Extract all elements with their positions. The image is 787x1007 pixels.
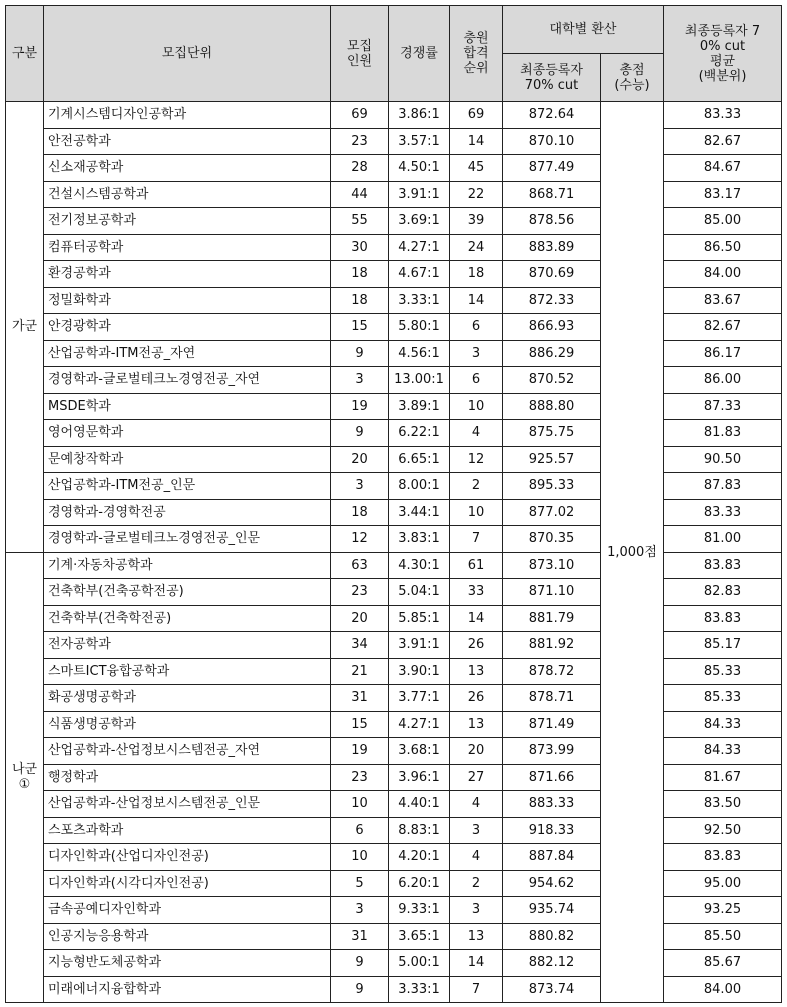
average-percentile-cell: 83.67: [664, 287, 782, 314]
cut-score-cell: 886.29: [503, 340, 601, 367]
quota-cell: 23: [331, 128, 389, 155]
average-percentile-cell: 83.17: [664, 181, 782, 208]
table-row: [6, 393, 782, 420]
rank-cell: 26: [450, 632, 503, 659]
unit-name: 산업공학과-ITM전공_인문: [44, 473, 331, 500]
cut-score-cell: 868.71: [503, 181, 601, 208]
quota-cell: 9: [331, 950, 389, 977]
table-row: [6, 261, 782, 288]
cut-score-cell: 887.84: [503, 844, 601, 871]
average-percentile-cell: 83.33: [664, 102, 782, 129]
quota-cell: 18: [331, 499, 389, 526]
header-conversion-total: 총점 (수능): [601, 54, 664, 102]
cut-score-cell: 878.71: [503, 685, 601, 712]
rank-cell: 45: [450, 155, 503, 182]
ratio-cell: 3.83:1: [389, 526, 450, 553]
rank-cell: 6: [450, 314, 503, 341]
table-row: [6, 764, 782, 791]
rank-cell: 14: [450, 287, 503, 314]
rank-cell: 18: [450, 261, 503, 288]
quota-cell: 6: [331, 817, 389, 844]
header-rank: 충원 합격 순위: [450, 6, 503, 102]
unit-name: 디자인학과(산업디자인전공): [44, 844, 331, 871]
quota-cell: 21: [331, 658, 389, 685]
quota-cell: 19: [331, 393, 389, 420]
average-percentile-cell: 84.00: [664, 976, 782, 1003]
ratio-cell: 3.33:1: [389, 976, 450, 1003]
average-percentile-cell: 85.00: [664, 208, 782, 235]
average-percentile-cell: 82.67: [664, 314, 782, 341]
cut-score-cell: 935.74: [503, 897, 601, 924]
cut-score-cell: 875.75: [503, 420, 601, 447]
table-row: [6, 844, 782, 871]
ratio-cell: 4.30:1: [389, 552, 450, 579]
unit-name: 전자공학과: [44, 632, 331, 659]
cut-score-cell: 883.89: [503, 234, 601, 261]
unit-name: 건축학부(건축공학전공): [44, 579, 331, 606]
ratio-cell: 3.57:1: [389, 128, 450, 155]
ratio-cell: 5.00:1: [389, 950, 450, 977]
cut-score-cell: 870.52: [503, 367, 601, 394]
ratio-cell: 4.20:1: [389, 844, 450, 871]
rank-cell: 7: [450, 526, 503, 553]
unit-name: 미래에너지융합학과: [44, 976, 331, 1003]
table-row: [6, 367, 782, 394]
average-percentile-cell: 81.00: [664, 526, 782, 553]
average-percentile-cell: 85.67: [664, 950, 782, 977]
ratio-cell: 3.90:1: [389, 658, 450, 685]
unit-name: 화공생명공학과: [44, 685, 331, 712]
unit-name: 건설시스템공학과: [44, 181, 331, 208]
unit-name: 인공지능응용학과: [44, 923, 331, 950]
ratio-cell: 6.22:1: [389, 420, 450, 447]
unit-name: 산업공학과-산업정보시스템전공_인문: [44, 791, 331, 818]
table-row: [6, 181, 782, 208]
ratio-cell: 6.20:1: [389, 870, 450, 897]
average-percentile-cell: 87.83: [664, 473, 782, 500]
rank-cell: 61: [450, 552, 503, 579]
average-percentile-cell: 84.00: [664, 261, 782, 288]
table-row: [6, 208, 782, 235]
unit-name: 기계·자동차공학과: [44, 552, 331, 579]
rank-cell: 24: [450, 234, 503, 261]
quota-cell: 30: [331, 234, 389, 261]
rank-cell: 4: [450, 420, 503, 447]
cut-score-cell: 918.33: [503, 817, 601, 844]
ratio-cell: 5.04:1: [389, 579, 450, 606]
rank-cell: 14: [450, 128, 503, 155]
table-row: [6, 499, 782, 526]
unit-name: 건축학부(건축학전공): [44, 605, 331, 632]
unit-name: 정밀화학과: [44, 287, 331, 314]
table-row: [6, 632, 782, 659]
cut-score-cell: 866.93: [503, 314, 601, 341]
table-row: [6, 897, 782, 924]
admission-results-table: [5, 5, 782, 1003]
ratio-cell: 3.65:1: [389, 923, 450, 950]
table-row: [6, 791, 782, 818]
ratio-cell: 4.50:1: [389, 155, 450, 182]
table-row: [6, 473, 782, 500]
table-row: [6, 287, 782, 314]
ratio-cell: 3.69:1: [389, 208, 450, 235]
header-quota: 모집 인원: [331, 6, 389, 102]
cut-score-cell: 870.35: [503, 526, 601, 553]
average-percentile-cell: 83.83: [664, 552, 782, 579]
average-percentile-cell: 86.17: [664, 340, 782, 367]
quota-cell: 23: [331, 579, 389, 606]
cut-score-cell: 871.66: [503, 764, 601, 791]
ratio-cell: 3.77:1: [389, 685, 450, 712]
average-percentile-cell: 85.50: [664, 923, 782, 950]
table-row: [6, 923, 782, 950]
rank-cell: 14: [450, 605, 503, 632]
table-row: [6, 526, 782, 553]
ratio-cell: 3.96:1: [389, 764, 450, 791]
rank-cell: 13: [450, 658, 503, 685]
cut-score-cell: 883.33: [503, 791, 601, 818]
table-row: [6, 817, 782, 844]
quota-cell: 44: [331, 181, 389, 208]
average-percentile-cell: 85.33: [664, 685, 782, 712]
quota-cell: 15: [331, 314, 389, 341]
average-percentile-cell: 82.83: [664, 579, 782, 606]
rank-cell: 12: [450, 446, 503, 473]
unit-name: 전기정보공학과: [44, 208, 331, 235]
quota-cell: 3: [331, 367, 389, 394]
table-row: [6, 340, 782, 367]
quota-cell: 12: [331, 526, 389, 553]
unit-name: 산업공학과-ITM전공_자연: [44, 340, 331, 367]
ratio-cell: 5.80:1: [389, 314, 450, 341]
ratio-cell: 4.27:1: [389, 234, 450, 261]
average-percentile-cell: 82.67: [664, 128, 782, 155]
average-percentile-cell: 90.50: [664, 446, 782, 473]
rank-cell: 6: [450, 367, 503, 394]
unit-name: 영어영문학과: [44, 420, 331, 447]
rank-cell: 4: [450, 844, 503, 871]
cut-score-cell: 870.69: [503, 261, 601, 288]
ratio-cell: 4.27:1: [389, 711, 450, 738]
average-percentile-cell: 81.67: [664, 764, 782, 791]
average-percentile-cell: 84.67: [664, 155, 782, 182]
table-row: [6, 738, 782, 765]
table-row: [6, 976, 782, 1003]
table-header: [6, 6, 782, 102]
quota-cell: 10: [331, 844, 389, 871]
cut-score-cell: 873.99: [503, 738, 601, 765]
unit-name: 환경공학과: [44, 261, 331, 288]
quota-cell: 55: [331, 208, 389, 235]
rank-cell: 13: [450, 923, 503, 950]
unit-name: 안전공학과: [44, 128, 331, 155]
unit-name: 안경광학과: [44, 314, 331, 341]
ratio-cell: 3.86:1: [389, 102, 450, 129]
cut-score-cell: 925.57: [503, 446, 601, 473]
average-percentile-cell: 86.00: [664, 367, 782, 394]
quota-cell: 3: [331, 897, 389, 924]
table-row: [6, 446, 782, 473]
rank-cell: 3: [450, 817, 503, 844]
average-percentile-cell: 95.00: [664, 870, 782, 897]
table-row: [6, 950, 782, 977]
quota-cell: 34: [331, 632, 389, 659]
table-row: [6, 314, 782, 341]
unit-name: 디자인학과(시각디자인전공): [44, 870, 331, 897]
quota-cell: 5: [331, 870, 389, 897]
ratio-cell: 6.65:1: [389, 446, 450, 473]
cut-score-cell: 877.02: [503, 499, 601, 526]
cut-score-cell: 870.10: [503, 128, 601, 155]
average-percentile-cell: 86.50: [664, 234, 782, 261]
average-percentile-cell: 83.83: [664, 844, 782, 871]
total-points-cell: 1,000점: [601, 102, 664, 1003]
average-percentile-cell: 83.50: [664, 791, 782, 818]
cut-score-cell: 895.33: [503, 473, 601, 500]
cut-score-cell: 878.72: [503, 658, 601, 685]
quota-cell: 63: [331, 552, 389, 579]
rank-cell: 4: [450, 791, 503, 818]
table-row: [6, 128, 782, 155]
rank-cell: 14: [450, 950, 503, 977]
header-unit: 모집단위: [44, 6, 331, 102]
unit-name: 행정학과: [44, 764, 331, 791]
average-percentile-cell: 81.83: [664, 420, 782, 447]
header-group: 구분: [6, 6, 44, 102]
average-percentile-cell: 87.33: [664, 393, 782, 420]
cut-score-cell: 880.82: [503, 923, 601, 950]
unit-name: 스마트ICT융합공학과: [44, 658, 331, 685]
ratio-cell: 3.44:1: [389, 499, 450, 526]
ratio-cell: 3.33:1: [389, 287, 450, 314]
rank-cell: 2: [450, 870, 503, 897]
rank-cell: 39: [450, 208, 503, 235]
table-body: [6, 102, 782, 1003]
header-ratio: 경쟁률: [389, 6, 450, 102]
rank-cell: 69: [450, 102, 503, 129]
cut-score-cell: 878.56: [503, 208, 601, 235]
ratio-cell: 8.83:1: [389, 817, 450, 844]
unit-name: 경영학과-글로벌테크노경영전공_자연: [44, 367, 331, 394]
table-row: [6, 685, 782, 712]
unit-name: 식품생명공학과: [44, 711, 331, 738]
quota-cell: 9: [331, 420, 389, 447]
cut-score-cell: 872.64: [503, 102, 601, 129]
ratio-cell: 4.67:1: [389, 261, 450, 288]
cut-score-cell: 888.80: [503, 393, 601, 420]
average-percentile-cell: 84.33: [664, 711, 782, 738]
table-row: [6, 234, 782, 261]
table-row: [6, 102, 782, 129]
rank-cell: 26: [450, 685, 503, 712]
unit-name: MSDE학과: [44, 393, 331, 420]
table-row: [6, 711, 782, 738]
ratio-cell: 13.00:1: [389, 367, 450, 394]
quota-cell: 3: [331, 473, 389, 500]
ratio-cell: 3.91:1: [389, 632, 450, 659]
ratio-cell: 3.91:1: [389, 181, 450, 208]
ratio-cell: 4.56:1: [389, 340, 450, 367]
header-conversion: 대학별 환산: [503, 6, 664, 54]
group-label: 나군 ①: [6, 552, 44, 1003]
cut-score-cell: 881.92: [503, 632, 601, 659]
group-label: 가군: [6, 102, 44, 553]
quota-cell: 9: [331, 976, 389, 1003]
rank-cell: 27: [450, 764, 503, 791]
quota-cell: 31: [331, 685, 389, 712]
unit-name: 컴퓨터공학과: [44, 234, 331, 261]
average-percentile-cell: 83.83: [664, 605, 782, 632]
table-row: [6, 579, 782, 606]
rank-cell: 22: [450, 181, 503, 208]
quota-cell: 20: [331, 446, 389, 473]
quota-cell: 28: [331, 155, 389, 182]
ratio-cell: 3.89:1: [389, 393, 450, 420]
unit-name: 지능형반도체공학과: [44, 950, 331, 977]
cut-score-cell: 954.62: [503, 870, 601, 897]
average-percentile-cell: 93.25: [664, 897, 782, 924]
rank-cell: 10: [450, 393, 503, 420]
unit-name: 스포츠과학과: [44, 817, 331, 844]
average-percentile-cell: 83.33: [664, 499, 782, 526]
table-row: [6, 155, 782, 182]
quota-cell: 10: [331, 791, 389, 818]
unit-name: 신소재공학과: [44, 155, 331, 182]
rank-cell: 13: [450, 711, 503, 738]
cut-score-cell: 872.33: [503, 287, 601, 314]
table-row: [6, 420, 782, 447]
cut-score-cell: 873.74: [503, 976, 601, 1003]
rank-cell: 33: [450, 579, 503, 606]
quota-cell: 18: [331, 287, 389, 314]
average-percentile-cell: 85.33: [664, 658, 782, 685]
quota-cell: 9: [331, 340, 389, 367]
cut-score-cell: 881.79: [503, 605, 601, 632]
cut-score-cell: 873.10: [503, 552, 601, 579]
rank-cell: 20: [450, 738, 503, 765]
quota-cell: 69: [331, 102, 389, 129]
ratio-cell: 3.68:1: [389, 738, 450, 765]
unit-name: 금속공예디자인학과: [44, 897, 331, 924]
cut-score-cell: 882.12: [503, 950, 601, 977]
unit-name: 기계시스템디자인공학과: [44, 102, 331, 129]
unit-name: 경영학과-글로벌테크노경영전공_인문: [44, 526, 331, 553]
average-percentile-cell: 85.17: [664, 632, 782, 659]
quota-cell: 18: [331, 261, 389, 288]
quota-cell: 20: [331, 605, 389, 632]
average-percentile-cell: 92.50: [664, 817, 782, 844]
rank-cell: 2: [450, 473, 503, 500]
header-final-average: 최종등록자 7 0% cut 평균 (백분위): [664, 6, 782, 102]
quota-cell: 19: [331, 738, 389, 765]
quota-cell: 15: [331, 711, 389, 738]
cut-score-cell: 877.49: [503, 155, 601, 182]
header-conversion-cut: 최종등록자 70% cut: [503, 54, 601, 102]
quota-cell: 23: [331, 764, 389, 791]
rank-cell: 7: [450, 976, 503, 1003]
rank-cell: 10: [450, 499, 503, 526]
unit-name: 문예창작학과: [44, 446, 331, 473]
rank-cell: 3: [450, 897, 503, 924]
ratio-cell: 8.00:1: [389, 473, 450, 500]
unit-name: 경영학과-경영학전공: [44, 499, 331, 526]
rank-cell: 3: [450, 340, 503, 367]
cut-score-cell: 871.10: [503, 579, 601, 606]
unit-name: 산업공학과-산업정보시스템전공_자연: [44, 738, 331, 765]
ratio-cell: 9.33:1: [389, 897, 450, 924]
quota-cell: 31: [331, 923, 389, 950]
table-row: [6, 605, 782, 632]
ratio-cell: 4.40:1: [389, 791, 450, 818]
cut-score-cell: 871.49: [503, 711, 601, 738]
table-row: [6, 658, 782, 685]
table-row: [6, 552, 782, 579]
table-row: [6, 870, 782, 897]
ratio-cell: 5.85:1: [389, 605, 450, 632]
average-percentile-cell: 84.33: [664, 738, 782, 765]
